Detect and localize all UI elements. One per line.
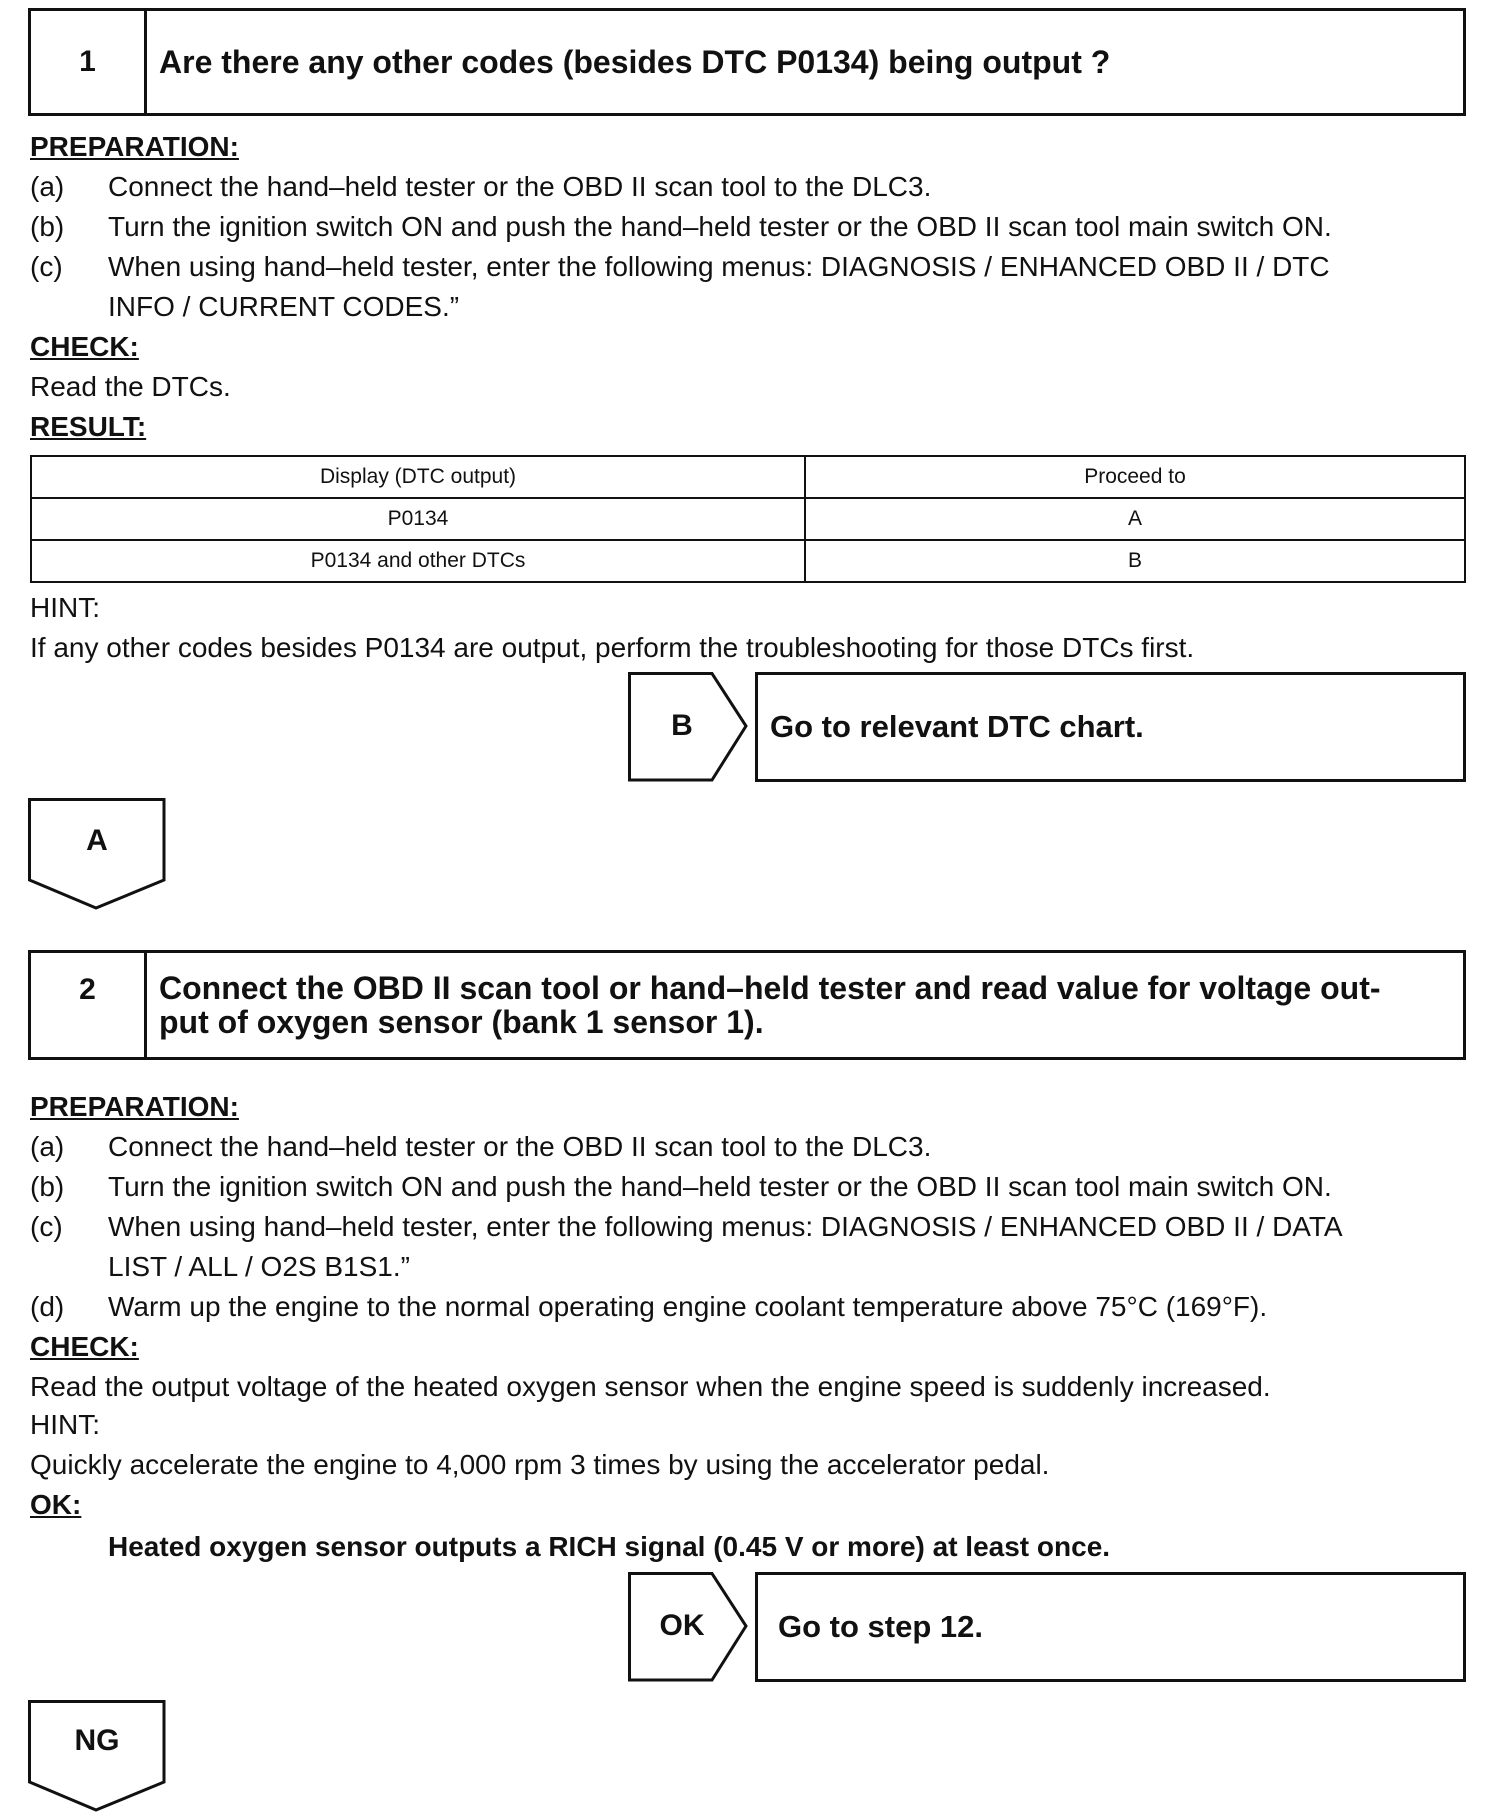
table-cell: P0134 and other DTCs	[31, 540, 805, 582]
table-header-cell: Proceed to	[805, 456, 1465, 498]
table-cell: P0134	[31, 498, 805, 540]
step-1-hint-heading: HINT:	[30, 592, 100, 623]
table-cell: B	[805, 540, 1465, 582]
prep-item-label: (a)	[30, 171, 65, 202]
step-2-prep-item-a	[30, 1127, 1470, 1167]
step-1-header	[28, 8, 1466, 116]
prep-item-label: (b)	[30, 211, 65, 242]
step-2-hint-heading: HINT:	[30, 1409, 100, 1440]
table-header-row	[31, 456, 1465, 498]
prep-item-text: Connect the hand–held tester or the OBD II scan tool to the DLC3.	[108, 171, 932, 202]
table-row	[31, 498, 1465, 540]
step-1-check-text: Read the DTCs.	[30, 371, 231, 402]
prep-item-text: When using hand–held tester, enter the following menus: DIAGNOSIS / ENHANCED OBD II / DTC	[108, 251, 1330, 282]
prep-item-text: Connect the hand–held tester or the OBD II scan tool to the DLC3.	[108, 1131, 932, 1162]
step-1-result-heading: RESULT:	[30, 411, 147, 442]
prep-item-label: (c)	[30, 251, 63, 282]
table-cell: A	[805, 498, 1465, 540]
branch-ok-label: OK	[659, 1609, 705, 1642]
step-2-header	[28, 950, 1466, 1060]
prep-item-text: When using hand–held tester, enter the following menus: DIAGNOSIS / ENHANCED OBD II / DATA	[108, 1211, 1343, 1242]
step-1-check-heading: CHECK:	[30, 331, 139, 362]
step-2-ok-heading: OK:	[30, 1489, 82, 1520]
step-2-title-line-1: Connect the OBD II scan tool or hand–held tester and read value for voltage out-	[159, 970, 1381, 1006]
step-1-prep-item-b	[30, 207, 1470, 247]
step-2-ok-text: Heated oxygen sensor outputs a RICH signal (0.45 V or more) at least once.	[108, 1531, 1111, 1562]
step-2-number: 2	[31, 953, 147, 1057]
continue-a-label: A	[86, 824, 108, 857]
result-table	[30, 455, 1466, 583]
prep-item-text-continued: INFO / CURRENT CODES.”	[108, 291, 460, 322]
step-1-prep-item-c	[30, 247, 1470, 327]
step-2-hint-text: Quickly accelerate the engine to 4,000 rpm 3 times by using the accelerator pedal.	[30, 1449, 1050, 1480]
continue-ng-label: NG	[74, 1724, 120, 1757]
prep-item-text-continued: LIST / ALL / O2S B1S1.”	[108, 1251, 410, 1282]
step-1-hint-text: If any other codes besides P0134 are output, perform the troubleshooting for those DTCs first.	[30, 632, 1195, 663]
prep-item-label: (b)	[30, 1171, 65, 1202]
prep-item-label: (c)	[30, 1211, 63, 1242]
prep-item-text: Turn the ignition switch ON and push the hand–held tester or the OBD II scan tool main switch ON.	[108, 211, 1332, 242]
branch-b-label: B	[671, 709, 693, 742]
branch-b-action-box: Go to relevant DTC chart.	[755, 672, 1466, 782]
branch-ok-action-box: Go to step 12.	[755, 1572, 1466, 1682]
step-2-title-line-2: put of oxygen sensor (bank 1 sensor 1).	[159, 1004, 764, 1040]
step-2-check-heading: CHECK:	[30, 1331, 139, 1362]
step-1-preparation-heading: PREPARATION:	[30, 131, 239, 162]
table-row	[31, 540, 1465, 582]
prep-item-label: (d)	[30, 1291, 65, 1322]
step-1-number: 1	[31, 11, 147, 113]
step-1-prep-item-a	[30, 167, 1470, 207]
step-2-prep-item-b	[30, 1167, 1470, 1207]
step-1-title: Are there any other codes (besides DTC P0134) being output ?	[159, 44, 1111, 80]
step-2-check-text: Read the output voltage of the heated oxygen sensor when the engine speed is suddenly increased.	[30, 1371, 1271, 1402]
prep-item-text: Turn the ignition switch ON and push the hand–held tester or the OBD II scan tool main switch ON.	[108, 1171, 1332, 1202]
prep-item-label: (a)	[30, 1131, 65, 1162]
table-header-cell: Display (DTC output)	[31, 456, 805, 498]
step-2-prep-item-c	[30, 1207, 1470, 1287]
step-2-preparation-heading: PREPARATION:	[30, 1091, 239, 1122]
prep-item-text: Warm up the engine to the normal operating engine coolant temperature above 75°C (169°F).	[108, 1291, 1268, 1322]
step-2-prep-item-d	[30, 1287, 1470, 1327]
